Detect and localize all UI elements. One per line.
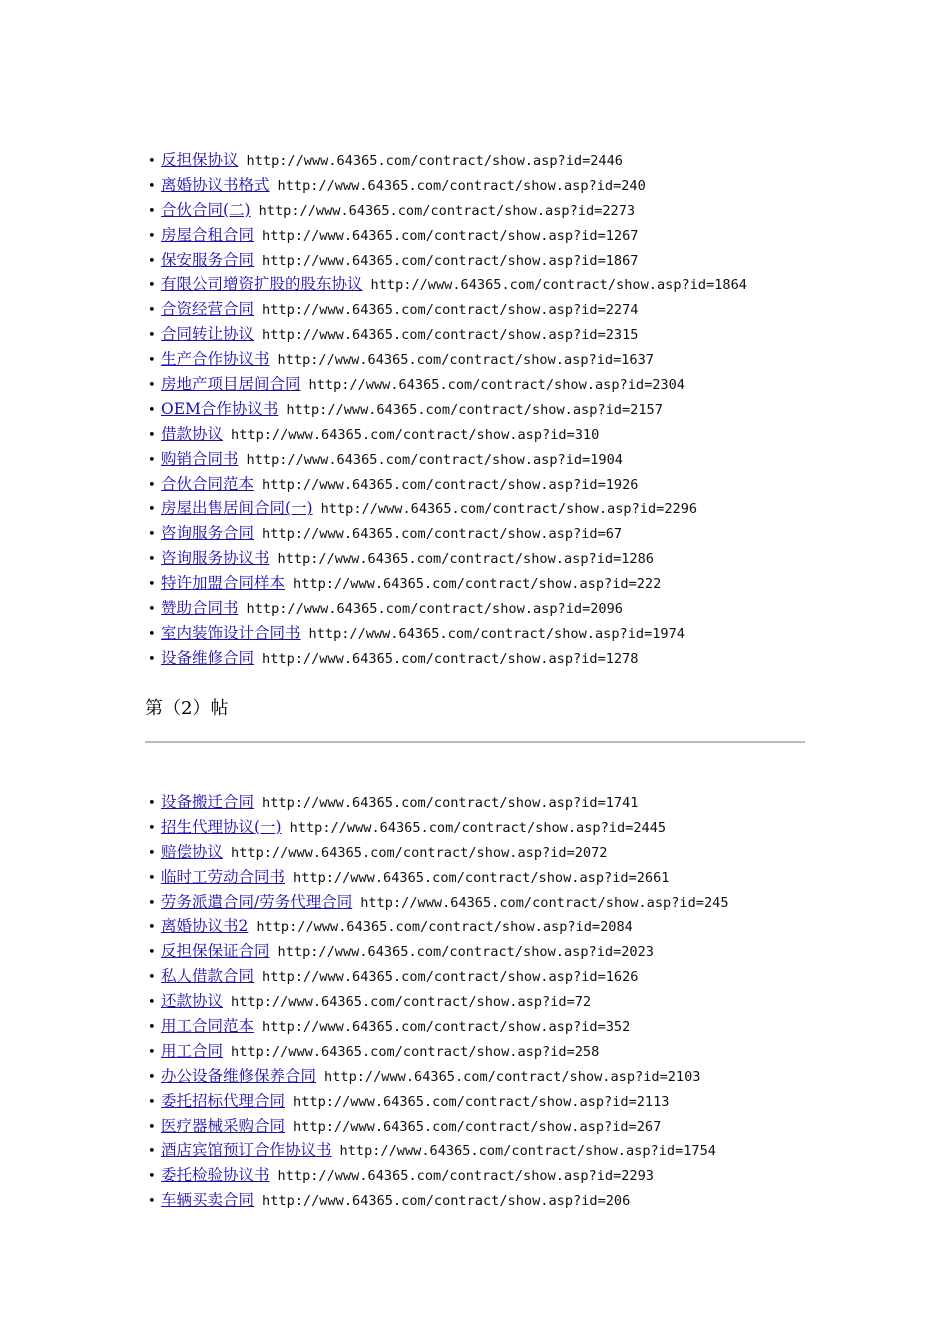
bullet-icon: • (148, 970, 156, 986)
contract-link[interactable]: 房屋合租合同 (161, 225, 255, 244)
contract-url: http://www.64365.com/contract/show.asp?id=245 (360, 894, 729, 911)
list-item (148, 890, 729, 915)
contract-link[interactable]: 借款协议 (161, 424, 224, 443)
list-item (148, 447, 747, 472)
list-item (148, 1089, 729, 1114)
contract-list-1 (148, 148, 747, 671)
list-item (148, 1064, 729, 1089)
contract-url: http://www.64365.com/contract/show.asp?id=1864 (370, 277, 747, 294)
contract-url: http://www.64365.com/contract/show.asp?id=240 (277, 177, 646, 194)
contract-url: http://www.64365.com/contract/show.asp?id=1741 (262, 795, 639, 811)
contract-url: http://www.64365.com/contract/show.asp?id=1754 (339, 1143, 716, 1160)
list-item (148, 148, 747, 173)
contract-url: http://www.64365.com/contract/show.asp?id=222 (293, 576, 662, 593)
contract-url: http://www.64365.com/contract/show.asp?id=1626 (262, 969, 639, 986)
contract-url: http://www.64365.com/contract/show.asp?id=2084 (256, 919, 633, 936)
contract-url: http://www.64365.com/contract/show.asp?id=1974 (308, 625, 685, 642)
list-item (148, 621, 747, 646)
bullet-icon: • (148, 502, 156, 518)
contract-link[interactable]: 办公设备维修保养合同 (161, 1066, 317, 1085)
contract-link[interactable]: 生产合作协议书 (161, 350, 270, 369)
bullet-icon: • (148, 995, 156, 1011)
list-item (148, 372, 747, 397)
bullet-icon: • (148, 577, 156, 593)
bullet-icon: • (148, 203, 156, 219)
contract-link[interactable]: 特许加盟合同样本 (161, 574, 286, 593)
contract-link[interactable]: 设备搬迁合同 (161, 793, 255, 811)
contract-url: http://www.64365.com/contract/show.asp?id=2103 (324, 1068, 701, 1085)
list-item (148, 397, 747, 422)
contract-link[interactable]: 合伙合同范本 (161, 474, 255, 493)
contract-url: http://www.64365.com/contract/show.asp?id=2445 (289, 819, 667, 836)
list-item (148, 272, 747, 297)
contract-url: http://www.64365.com/contract/show.asp?id=258 (231, 1043, 600, 1060)
contract-url: http://www.64365.com/contract/show.asp?id=67 (262, 526, 623, 543)
bullet-icon: • (148, 552, 156, 568)
list-item (148, 173, 747, 198)
bullet-icon: • (148, 228, 156, 244)
contract-link[interactable]: 反担保协议 (161, 151, 239, 169)
contract-url: http://www.64365.com/contract/show.asp?id=2274 (262, 302, 639, 319)
list-item (148, 646, 747, 671)
bullet-icon: • (148, 870, 156, 886)
contract-url: http://www.64365.com/contract/show.asp?id=2023 (277, 944, 654, 961)
contract-link[interactable]: 合同转让协议 (161, 325, 255, 344)
list-item (148, 472, 747, 497)
contract-url: http://www.64365.com/contract/show.asp?id=2157 (286, 401, 663, 418)
contract-link[interactable]: 合资经营合同 (161, 300, 255, 319)
bullet-icon: • (148, 1144, 156, 1160)
bullet-icon: • (148, 154, 156, 169)
list-item (148, 815, 729, 840)
contract-link[interactable]: 还款协议 (161, 992, 224, 1011)
list-item (148, 198, 747, 223)
contract-url: http://www.64365.com/contract/show.asp?id=2304 (308, 377, 685, 394)
contract-url: http://www.64365.com/contract/show.asp?id=1278 (262, 650, 639, 667)
list-item (148, 939, 729, 964)
contract-link[interactable]: 赞助合同书 (161, 599, 239, 618)
contract-link[interactable]: 室内装饰设计合同书 (161, 623, 301, 642)
contract-link[interactable]: 咨询服务协议书 (161, 549, 270, 568)
contract-link[interactable]: 房屋出售居间合同(一) (161, 499, 313, 518)
bullet-icon: • (148, 626, 156, 642)
bullet-icon: • (148, 1094, 156, 1110)
contract-link[interactable]: 离婚协议书2 (161, 917, 249, 936)
contract-url: http://www.64365.com/contract/show.asp?id=2446 (246, 153, 623, 169)
contract-link[interactable]: 劳务派遣合同/劳务代理合同 (161, 892, 353, 911)
contract-link[interactable]: 有限公司增资扩股的股东协议 (161, 275, 363, 294)
contract-url: http://www.64365.com/contract/show.asp?id=2661 (293, 869, 670, 886)
bullet-icon: • (148, 1069, 156, 1085)
contract-url: http://www.64365.com/contract/show.asp?id=2072 (231, 844, 608, 861)
contract-url: http://www.64365.com/contract/show.asp?id=310 (231, 426, 600, 443)
bullet-icon: • (148, 378, 156, 394)
list-item (148, 596, 747, 621)
bullet-icon: • (148, 796, 156, 811)
bullet-icon: • (148, 253, 156, 269)
contract-link[interactable]: 赔偿协议 (161, 842, 224, 861)
contract-url: http://www.64365.com/contract/show.asp?id=72 (231, 994, 592, 1011)
contract-url: http://www.64365.com/contract/show.asp?id=2113 (293, 1093, 670, 1110)
list-item (148, 989, 729, 1014)
bullet-icon: • (148, 527, 156, 543)
contract-url: http://www.64365.com/contract/show.asp?id=2315 (262, 327, 639, 344)
list-item (148, 297, 747, 322)
bullet-icon: • (148, 477, 156, 493)
contract-link[interactable]: 临时工劳动合同书 (161, 867, 286, 886)
contract-url: http://www.64365.com/contract/show.asp?id=2293 (277, 1168, 654, 1185)
contract-link[interactable]: 私人借款合同 (161, 967, 255, 986)
bullet-icon: • (148, 1119, 156, 1135)
list-item (148, 1188, 729, 1213)
contract-link[interactable]: 反担保保证合同 (161, 942, 270, 961)
bullet-icon: • (148, 945, 156, 961)
bullet-icon: • (148, 920, 156, 936)
contract-url: http://www.64365.com/contract/show.asp?id=267 (293, 1118, 662, 1135)
list-item (148, 496, 747, 521)
contract-link[interactable]: 用工合同范本 (161, 1017, 255, 1036)
contract-url: http://www.64365.com/contract/show.asp?id=1286 (277, 551, 654, 568)
contract-link[interactable]: 委托招标代理合同 (161, 1091, 286, 1110)
bullet-icon: • (148, 895, 156, 911)
list-item (148, 1014, 729, 1039)
list-item (148, 964, 729, 989)
contract-url: http://www.64365.com/contract/show.asp?id=2296 (320, 501, 698, 518)
bullet-icon: • (148, 1169, 156, 1185)
bullet-icon: • (148, 402, 156, 418)
contract-link[interactable]: 设备维修合同 (161, 648, 255, 667)
list-item (148, 840, 729, 865)
list-item (148, 1114, 729, 1139)
bullet-icon: • (148, 602, 156, 618)
list-item (148, 223, 747, 248)
contract-url: http://www.64365.com/contract/show.asp?id=1926 (262, 476, 639, 493)
list-item (148, 865, 729, 890)
contract-link[interactable]: OEM合作协议书 (161, 399, 279, 418)
contract-url: http://www.64365.com/contract/show.asp?id=1637 (277, 352, 654, 369)
contract-link[interactable]: 委托检验协议书 (161, 1166, 270, 1185)
bullet-icon: • (148, 178, 156, 194)
bullet-icon: • (148, 303, 156, 319)
contract-link[interactable]: 保安服务合同 (161, 250, 255, 269)
contract-link[interactable]: 咨询服务合同 (161, 524, 255, 543)
list-item (148, 422, 747, 447)
bullet-icon: • (148, 651, 156, 667)
list-item (148, 347, 747, 372)
list-item (148, 571, 747, 596)
contract-link[interactable]: 招生代理协议(一) (161, 817, 282, 836)
contract-link[interactable]: 离婚协议书格式 (161, 175, 270, 194)
list-item (148, 546, 747, 571)
bullet-icon: • (148, 452, 156, 468)
list-item (148, 790, 729, 815)
bullet-icon: • (148, 328, 156, 344)
bullet-icon: • (148, 820, 156, 836)
contract-url: http://www.64365.com/contract/show.asp?id=2096 (246, 601, 623, 618)
contract-link[interactable]: 用工合同 (161, 1041, 224, 1060)
contract-url: http://www.64365.com/contract/show.asp?id=2273 (258, 202, 636, 219)
list-item (148, 1163, 729, 1188)
list-item (148, 1138, 729, 1163)
bullet-icon: • (148, 1194, 156, 1210)
contract-link[interactable]: 车辆买卖合同 (161, 1191, 255, 1210)
list-item (148, 322, 747, 347)
contract-link[interactable]: 医疗器械采购合同 (161, 1116, 286, 1135)
section-title: 第（2）帖 (145, 698, 229, 719)
section-divider (145, 741, 805, 743)
bullet-icon: • (148, 353, 156, 369)
list-item (148, 521, 747, 546)
bullet-icon: • (148, 1044, 156, 1060)
contract-url: http://www.64365.com/contract/show.asp?id=1904 (246, 451, 623, 468)
bullet-icon: • (148, 427, 156, 443)
bullet-icon: • (148, 278, 156, 294)
contract-link[interactable]: 房地产项目居间合同 (161, 375, 301, 394)
list-item (148, 1039, 729, 1064)
list-item (148, 914, 729, 939)
contract-url: http://www.64365.com/contract/show.asp?id=352 (262, 1019, 631, 1036)
contract-url: http://www.64365.com/contract/show.asp?id=1867 (262, 252, 639, 269)
bullet-icon: • (148, 1020, 156, 1036)
contract-link[interactable]: 合伙合同(二) (161, 200, 251, 219)
list-item (148, 248, 747, 273)
contract-link[interactable]: 购销合同书 (161, 449, 239, 468)
contract-list-2 (148, 790, 729, 1213)
contract-link[interactable]: 酒店宾馆预订合作协议书 (161, 1141, 332, 1160)
contract-url: http://www.64365.com/contract/show.asp?id=206 (262, 1193, 631, 1210)
bullet-icon: • (148, 845, 156, 861)
contract-url: http://www.64365.com/contract/show.asp?id=1267 (262, 227, 639, 244)
